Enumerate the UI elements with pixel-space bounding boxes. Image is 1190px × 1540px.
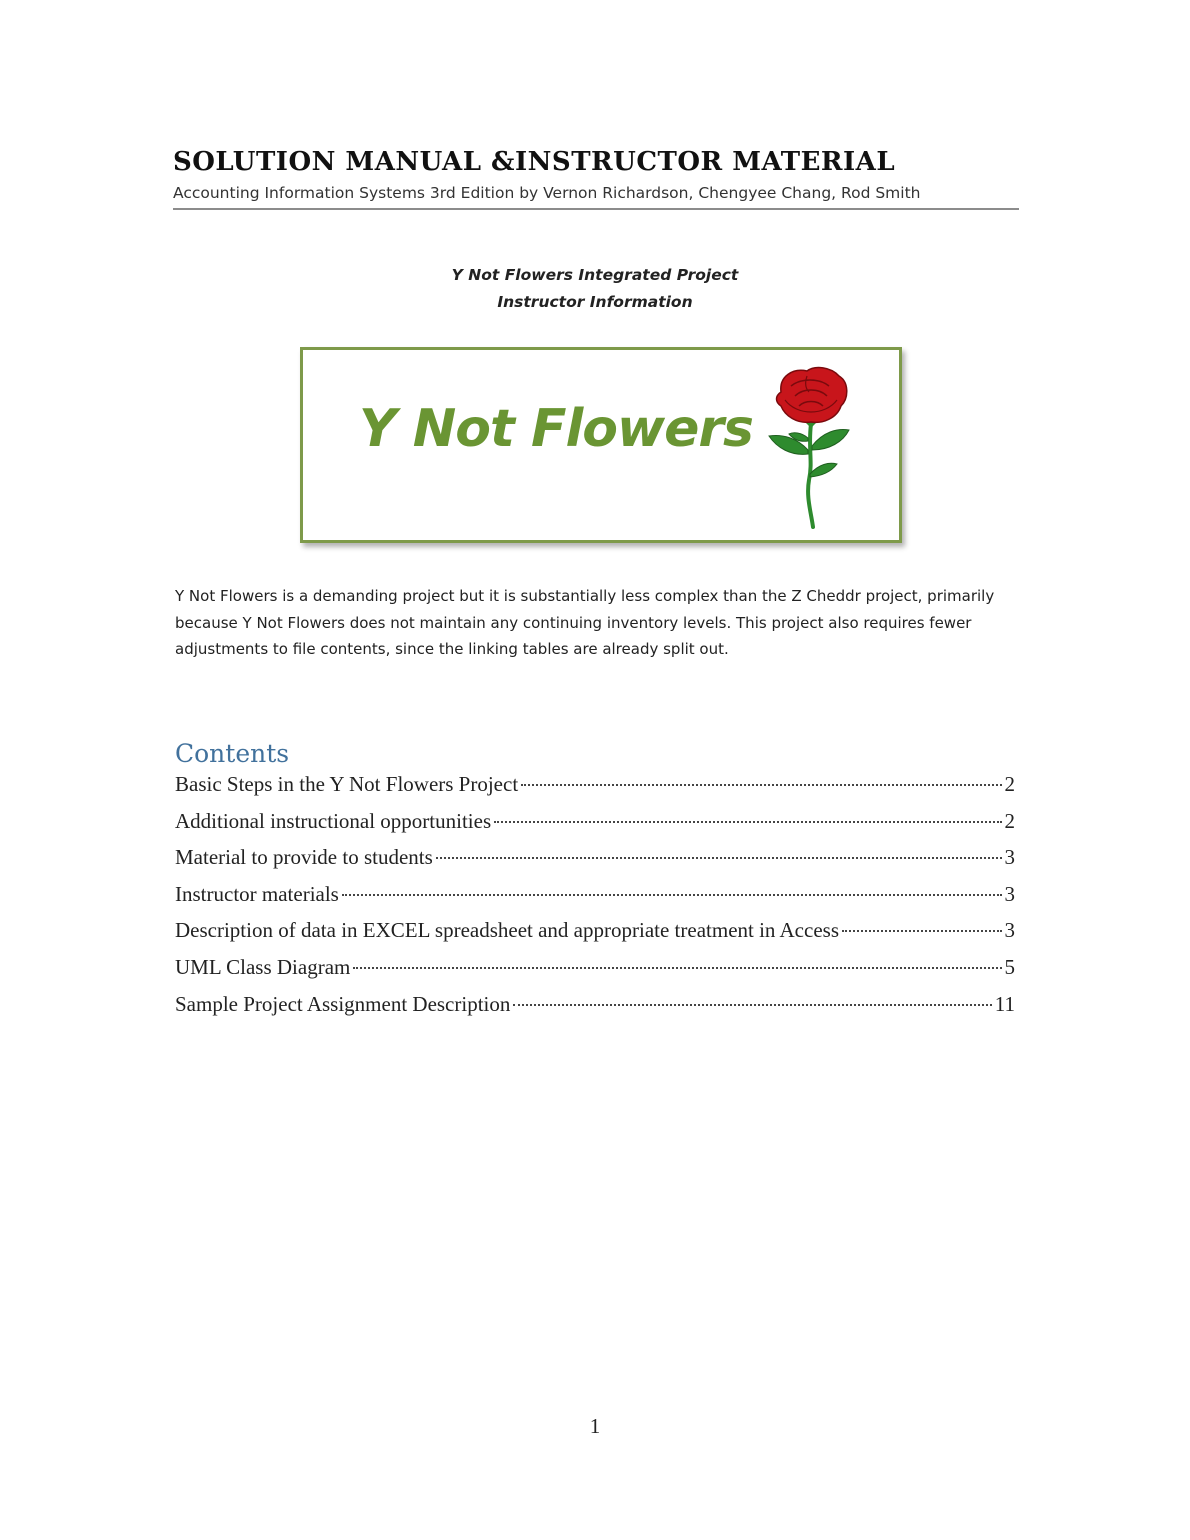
toc-entry-page: 2	[1004, 772, 1015, 796]
project-heading	[0, 262, 1190, 316]
page-number: 1	[589, 1414, 601, 1438]
toc-entry-page: 2	[1004, 808, 1015, 833]
toc-entry-sample-assignment[interactable]	[175, 992, 1015, 1029]
document-subtitle: Accounting Information Systems 3rd Edition by Vernon Richardson, Chengyee Chang, Rod Smith	[173, 182, 1019, 210]
project-title: Y Not Flowers Integrated Project	[451, 266, 739, 284]
toc-dot-leader	[342, 894, 1002, 896]
toc-entry-label: Material to provide to students	[175, 845, 433, 870]
toc-entry-label: UML Class Diagram	[175, 954, 351, 979]
toc-entry-page: 3	[1004, 918, 1015, 943]
toc-heading: Contents	[175, 739, 290, 768]
toc-entry-uml-diagram[interactable]	[175, 955, 1015, 992]
toc-entry-student-material[interactable]	[175, 845, 1015, 882]
toc-dot-leader	[436, 857, 1002, 859]
document-title: SOLUTION MANUAL &INSTRUCTOR MATERIAL	[173, 147, 896, 177]
toc-entry-page: 3	[1004, 881, 1015, 906]
toc-dot-leader	[513, 1004, 991, 1006]
toc-entry-page: 11	[994, 991, 1015, 1016]
document-header	[173, 146, 1019, 210]
toc-entry-basic-steps[interactable]	[175, 772, 1015, 809]
toc-entry-label: Sample Project Assignment Description	[175, 991, 511, 1016]
rose-icon	[761, 362, 861, 530]
logo-box	[300, 347, 902, 543]
toc-entry-instructor-materials[interactable]	[175, 882, 1015, 919]
toc-entry-page: 5	[1004, 954, 1015, 979]
toc-entry-label: Basic Steps in the Y Not Flowers Project	[175, 772, 519, 796]
toc-dot-leader	[521, 784, 1001, 786]
toc-dot-leader	[494, 821, 1001, 823]
toc-entry-page: 3	[1004, 845, 1015, 870]
toc-entry-label: Instructor materials	[175, 881, 339, 906]
logo-text: Y Not Flowers	[359, 399, 753, 459]
project-subtitle: Instructor Information	[497, 293, 693, 311]
toc-entry-additional-opportunities[interactable]	[175, 809, 1015, 846]
toc-entry-data-description[interactable]	[175, 918, 1015, 955]
toc-dot-leader	[353, 967, 1001, 969]
toc-entry-label: Additional instructional opportunities	[175, 808, 492, 833]
toc-entry-label: Description of data in EXCEL spreadsheet and appropriate treatment in Access	[175, 918, 839, 943]
table-of-contents	[175, 772, 1015, 1028]
intro-paragraph: Y Not Flowers is a demanding project but it is substantially less complex than the Z Cheddr project, primarily because Y Not Flowers does not maintain any continuing inventory levels. This project also requires fewer adjustments to file contents, since the linking tables are already split out.	[175, 587, 995, 658]
toc-dot-leader	[842, 930, 1002, 932]
